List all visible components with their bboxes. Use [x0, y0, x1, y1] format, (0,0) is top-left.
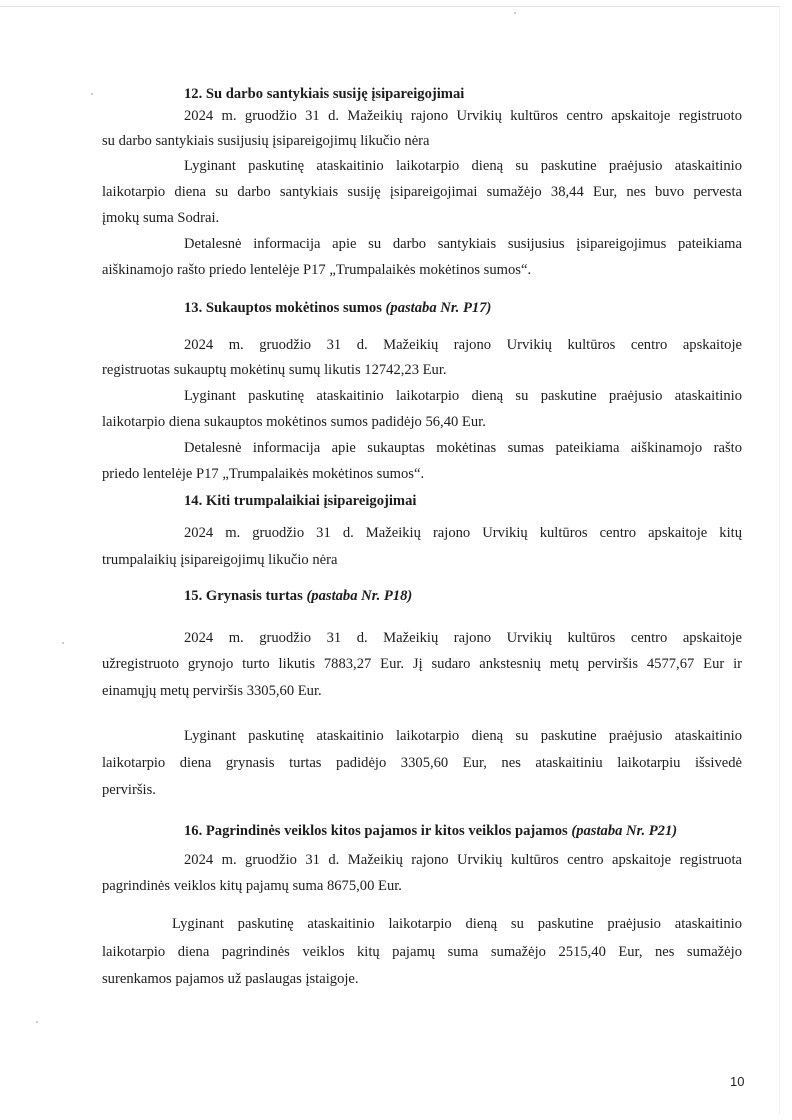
paragraph-line: priedo lentelėje P17 „Trumpalaikės mokėtinos sumos“. — [102, 466, 425, 482]
scan-speck — [514, 12, 516, 14]
section-heading-16: 16. Pagrindinės veiklos kitos pajamos ir kitos veiklos pajamos (pastaba Nr. P21) — [184, 823, 678, 839]
paragraph-line: 2024 m. gruodžio 31 d. Mažeikių rajono Urvikių kultūros centro apskaitoje registruoto — [184, 108, 742, 124]
paragraph-line: perviršis. — [102, 782, 156, 798]
scan-speck — [91, 93, 93, 95]
section-heading-12: 12. Su darbo santykiais susiję įsipareigojimai — [184, 86, 465, 102]
paragraph-line: 2024 m. gruodžio 31 d. Mažeikių rajono Urvikių kultūros centro apskaitoje — [184, 337, 742, 353]
paragraph-line: 2024 m. gruodžio 31 d. Mažeikių rajono Urvikių kultūros centro apskaitoje — [184, 630, 742, 646]
paragraph-line: pagrindinės veiklos kitų pajamų suma 8675,00 Eur. — [102, 878, 402, 894]
paragraph-line: surenkamos pajamos už paslaugas įstaigoje. — [102, 971, 359, 987]
paragraph-line: laikotarpio diena grynasis turtas padidėjo 3305,60 Eur, nes ataskaitiniu laikotarpiu išsivedė — [102, 755, 742, 771]
scan-speck — [62, 642, 64, 644]
paragraph-line: Lyginant paskutinę ataskaitinio laikotarpio dieną su paskutine praėjusio ataskaitinio — [184, 388, 742, 404]
page-edge — [779, 6, 780, 1114]
scan-speck — [36, 1021, 38, 1023]
paragraph-line: trumpalaikių įsipareigojimų likučio nėra — [102, 552, 338, 568]
paragraph-line: einamųjų metų perviršis 3305,60 Eur. — [102, 683, 322, 699]
page-edge — [0, 6, 780, 7]
paragraph-line: įmokų suma Sodrai. — [102, 210, 220, 226]
paragraph-line: 2024 m. gruodžio 31 d. Mažeikių rajono Urvikių kultūros centro apskaitoje registruota — [184, 852, 742, 868]
paragraph-line: Lyginant paskutinę ataskaitinio laikotarpio dieną su paskutine praėjusio ataskaitinio — [184, 728, 742, 744]
section-heading-15: 15. Grynasis turtas (pastaba Nr. P18) — [184, 588, 413, 604]
paragraph-line: laikotarpio diena su darbo santykiais susiję įsipareigojimai sumažėjo 38,44 Eur, nes buvo pervesta — [102, 184, 742, 200]
paragraph-line: Lyginant paskutinę ataskaitinio laikotarpio dieną su paskutine praėjusio ataskaitinio — [184, 158, 742, 174]
paragraph-line: 2024 m. gruodžio 31 d. Mažeikių rajono Urvikių kultūros centro apskaitoje kitų — [184, 525, 742, 541]
page-number: 10 — [730, 1074, 745, 1089]
paragraph-line: užregistruoto grynojo turto likutis 7883,27 Eur. Jį sudaro ankstesnių metų perviršis 4577,67 Eur ir — [102, 656, 742, 672]
paragraph-line: Detalesnė informacija apie sukauptas mokėtinas sumas pateikiama aiškinamojo rašto — [184, 440, 742, 456]
paragraph-line: Detalesnė informacija apie su darbo santykiais susijusius įsipareigojimus pateikiama — [184, 236, 742, 252]
section-heading-13: 13. Sukauptos mokėtinos sumos (pastaba Nr. P17) — [184, 300, 492, 316]
paragraph-line: su darbo santykiais susijusių įsipareigojimų likučio nėra — [102, 133, 430, 149]
paragraph-line: registruotas sukauptų mokėtinų sumų likutis 12742,23 Eur. — [102, 362, 447, 378]
paragraph-line: laikotarpio diena sukauptos mokėtinos sumos padidėjo 56,40 Eur. — [102, 414, 486, 430]
paragraph-line: aiškinamojo rašto priedo lentelėje P17 „Trumpalaikės mokėtinos sumos“. — [102, 262, 532, 278]
paragraph-line: Lyginant paskutinę ataskaitinio laikotarpio dieną su paskutine praėjusio ataskaitinio — [172, 916, 742, 932]
section-heading-14: 14. Kiti trumpalaikiai įsipareigojimai — [184, 493, 417, 509]
paragraph-line: laikotarpio diena pagrindinės veiklos kitų pajamų suma sumažėjo 2515,40 Eur, nes sumažėjo — [102, 944, 742, 960]
